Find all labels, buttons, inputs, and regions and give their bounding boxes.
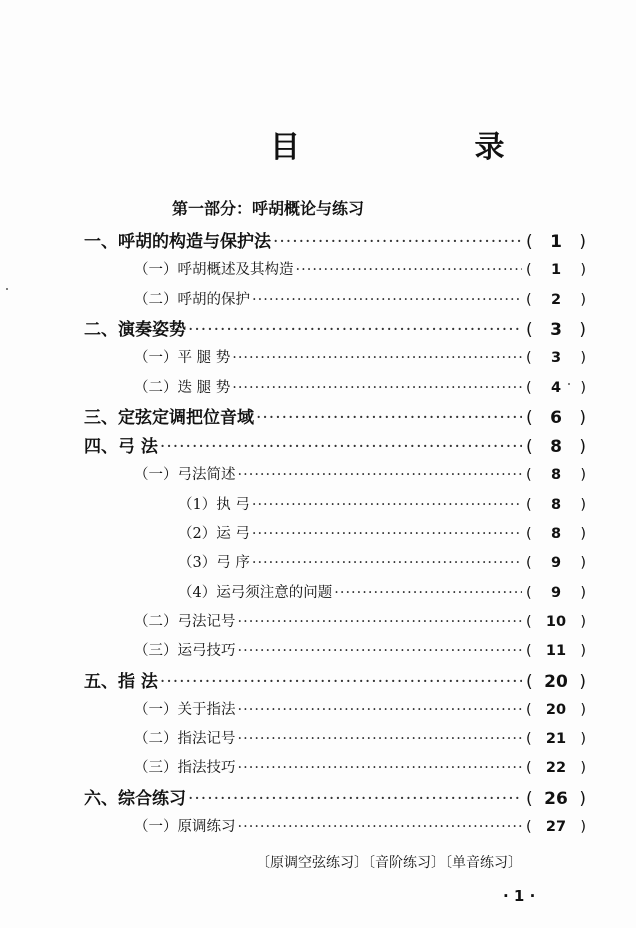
toc-entry-label: （二）弓法记号 [134,614,236,630]
toc-entry-label: 五、指 法 [84,672,158,692]
toc-entry-label: （三）指法技巧 [134,760,236,776]
toc-page-ref [526,732,586,747]
open-paren: ( [526,320,533,340]
open-paren: ( [526,380,532,396]
close-paren: ) [580,350,586,366]
open-paren: ( [526,262,532,278]
toc-page-ref [526,586,586,601]
open-paren: ( [526,350,532,366]
leader-dots [252,556,522,571]
toc-entry [84,410,586,428]
toc-page-ref [526,351,586,366]
toc-entry [134,468,586,483]
toc-entry [134,293,586,308]
close-paren: ) [580,262,586,278]
open-paren: ( [526,760,532,776]
toc-page-number: 2 [550,292,562,308]
toc-page-number: 10 [545,614,567,630]
toc-page-ref [526,410,586,427]
toc-page-ref [526,820,586,835]
close-paren: ) [580,497,586,513]
leader-dots [238,761,523,776]
leader-dots [252,293,522,308]
toc-entry [134,351,586,366]
open-paren: ( [526,437,533,457]
open-paren: ( [526,408,533,428]
toc-entry [134,644,586,659]
toc-page-number: 9 [550,585,562,601]
toc-page-number: 8 [550,437,562,457]
leader-dots [238,615,523,630]
close-paren: ) [580,292,586,308]
toc-page-ref [526,322,586,339]
toc-entry-label: （1）执 弓 [178,497,250,513]
close-paren: ) [579,232,586,252]
close-paren: ) [580,555,586,571]
close-paren: ) [579,789,586,809]
open-paren: ( [526,672,533,692]
leader-dots [238,703,523,718]
toc-entry-label: （二）迭 腿 势 [134,380,231,396]
toc-page-ref [526,439,586,456]
toc-page-ref [526,703,586,718]
sub-entries-note: 〔原调空弦练习〕〔音阶练习〕〔单音练习〕 [256,855,522,871]
toc-page-number: 8 [550,526,562,542]
open-paren: ( [526,702,532,718]
toc-page-ref [526,498,586,513]
toc-entry-label: （三）运弓技巧 [134,643,236,659]
toc-entry [134,703,586,718]
close-paren: ) [580,585,586,601]
leader-dots [160,674,522,692]
open-paren: ( [526,585,532,601]
toc-entry-label: （2）运 弓 [178,526,250,542]
toc-page-number: 1 [550,262,562,278]
toc-entry [84,322,586,340]
toc-entry [178,527,586,542]
leader-dots [273,234,522,252]
leader-dots [256,410,522,428]
toc-page-number: 22 [545,760,567,776]
toc-entry-label: 六、综合练习 [84,789,186,809]
toc-entry-label: 四、弓 法 [84,437,158,457]
close-paren: ) [580,702,586,718]
toc-entry [134,732,586,747]
toc-page-ref [526,527,586,542]
open-paren: ( [526,467,532,483]
toc-page-number: 3 [550,320,562,340]
toc-page-ref [526,761,586,776]
scan-speck [6,288,8,290]
toc-entry-label: （一）呼胡概述及其构造 [134,262,294,278]
open-paren: ( [526,731,532,747]
toc-page-ref [526,791,586,808]
toc-entry [134,263,586,278]
toc-entry-label: （二）指法记号 [134,731,236,747]
open-paren: ( [526,819,532,835]
open-paren: ( [526,232,533,252]
close-paren: ) [580,526,586,542]
toc-page-ref [526,381,586,396]
toc-entry-label: （二）呼胡的保护 [134,292,250,308]
part-heading: 第一部分：呼胡概论与练习 [172,199,365,218]
toc-page-number: 8 [550,497,562,513]
leader-dots [252,498,522,513]
open-paren: ( [526,614,532,630]
toc-entry [134,820,586,835]
toc-entry [178,586,586,601]
open-paren: ( [526,789,533,809]
toc-page-number: 9 [550,555,562,571]
toc-page-number: 6 [550,408,562,428]
close-paren: ) [580,380,586,396]
leader-dots [188,322,522,340]
open-paren: ( [526,643,532,659]
open-paren: ( [526,497,532,513]
close-paren: ) [580,614,586,630]
close-paren: ) [580,760,586,776]
toc-page-ref [526,644,586,659]
toc-entry [84,234,586,252]
leader-dots [334,586,522,601]
leader-dots [238,732,523,747]
toc-page-number: 26 [544,789,568,809]
toc-page-number: 20 [545,702,567,718]
open-paren: ( [526,292,532,308]
toc-entry-label: （一）平 腿 势 [134,350,231,366]
toc-entry [84,439,586,457]
toc-page-number: 4 [550,380,562,396]
toc-entry-label: （一）原调练习 [134,819,236,835]
page-title: 目 录 [270,130,587,165]
toc-entry-label: 三、定弦定调把位音域 [84,408,254,428]
toc-entry-label: （一）弓法简述 [134,467,236,483]
toc-page-ref [526,556,586,571]
leader-dots [238,644,523,659]
toc-page-ref [526,674,586,691]
toc-page-ref [526,293,586,308]
toc-entry [134,381,586,396]
toc-page-ref [526,615,586,630]
leader-dots [160,439,522,457]
toc-entry [84,791,586,809]
close-paren: ) [580,731,586,747]
leader-dots [238,468,523,483]
toc-page-number: 27 [545,819,567,835]
toc-page-number: 3 [550,350,562,366]
toc-entry-label: （4）运弓须注意的问题 [178,585,333,601]
toc-entry [178,498,586,513]
toc-page-number: 21 [545,731,567,747]
close-paren: ) [579,408,586,428]
close-paren: ) [580,467,586,483]
leader-dots [232,351,522,366]
leader-dots [238,820,523,835]
toc-entry-label: （3）弓 序 [178,555,250,571]
open-paren: ( [526,555,532,571]
page-number: · 1 · [503,887,536,905]
toc-page-number: 11 [545,643,567,659]
toc-entry [178,556,586,571]
toc-entry [84,674,586,692]
toc-page-ref [526,263,586,278]
leader-dots [188,791,522,809]
toc-entry-label: 二、演奏姿势 [84,320,186,340]
toc-page-number: 20 [544,672,568,692]
toc-page-ref [526,468,586,483]
leader-dots [232,381,522,396]
toc-page-ref [526,234,586,251]
close-paren: ) [579,437,586,457]
toc-page-number: 1 [550,232,562,252]
scan-speck [568,383,570,385]
close-paren: ) [580,819,586,835]
open-paren: ( [526,526,532,542]
toc-entry-label: 一、呼胡的构造与保护法 [84,232,271,252]
close-paren: ) [579,320,586,340]
toc-entry [134,615,586,630]
leader-dots [296,263,523,278]
toc-entry [134,761,586,776]
close-paren: ) [580,643,586,659]
toc-entry-label: （一）关于指法 [134,702,236,718]
leader-dots [252,527,522,542]
toc-page-number: 8 [550,467,562,483]
close-paren: ) [579,672,586,692]
